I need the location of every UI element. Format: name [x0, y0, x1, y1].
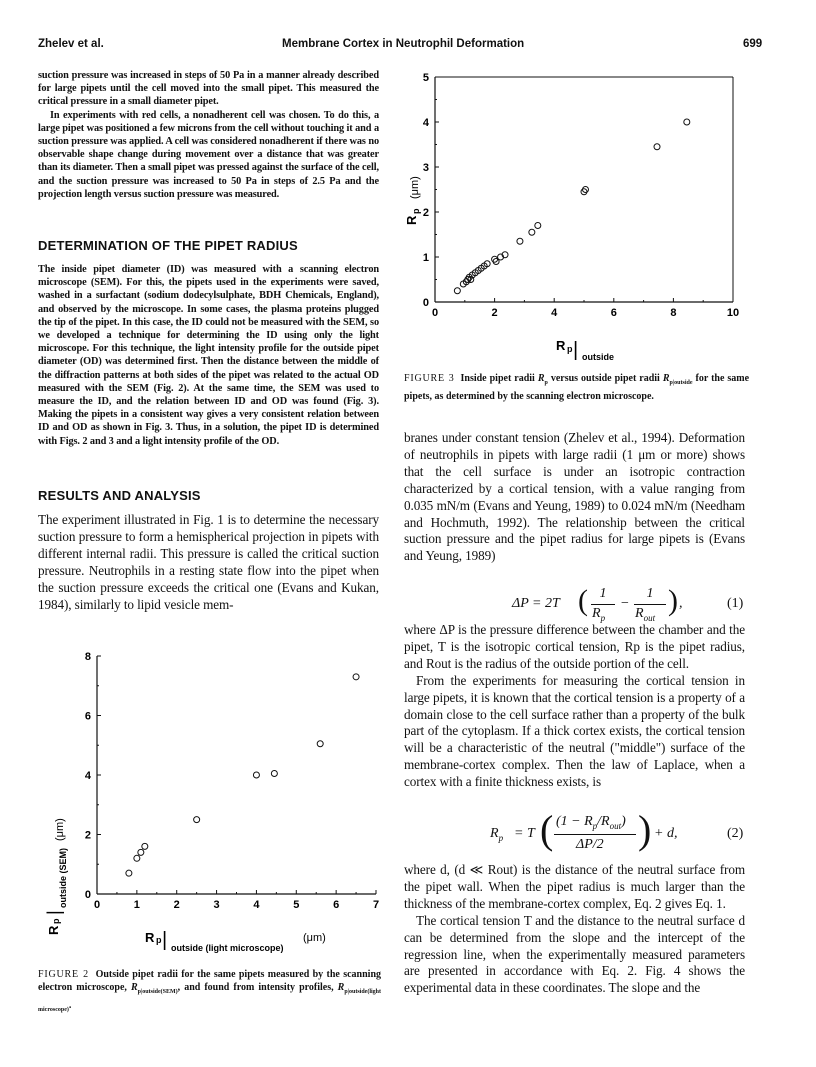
- data-point: [654, 144, 660, 150]
- section-heading-pipet-radius: DETERMINATION OF THE PIPET RADIUS: [38, 238, 298, 253]
- svg-text:R: R: [404, 215, 419, 225]
- figure-2-points: [126, 674, 359, 876]
- svg-text:|: |: [162, 929, 168, 951]
- section-heading-results: RESULTS AND ANALYSIS: [38, 488, 201, 503]
- figure-3-tick-labels: [423, 72, 739, 319]
- figure-3-x-axis-title: [556, 338, 614, 362]
- x-tick-label: 7: [372, 899, 380, 911]
- svg-text:|: |: [44, 910, 64, 915]
- right-paragraph-1: branes under constant tension (Zhelev et al., 1994). Deformation of neutrophils in pipets with large radii (1 μm or more) shows that the cell surface is under an isotropic contraction characterized by a cortical tension, with a value ranging from 0.035 mN/m (Evans and Yeung, 1989) to 0.024 mN/m (Needham and Hochmuth, 1992). The relationship between the critical suction pressure and the pipet radius for large pipets is (Evans and Yeung, 1989): [404, 430, 745, 564]
- svg-text:(μm): (μm): [303, 932, 326, 944]
- data-point: [535, 223, 541, 229]
- figure-3-caption: FIGURE 3 Inside pipet radii $R_p$ versus outside pipet radii $R_{p|outside}$ for the same pipets, as determined by the scanning electron microscope.: [404, 373, 750, 402]
- y-tick-label: 5: [422, 72, 429, 84]
- y-tick-label: 0: [422, 297, 429, 309]
- equation-2: $R_p$ = T ( $(1 - R_p/R_{out})$ ΔP/2 ) + d,: [490, 807, 678, 852]
- figure-2-caption-label: FIGURE 2: [38, 969, 89, 980]
- x-tick-label: 0: [93, 899, 101, 911]
- svg-text:|: |: [573, 339, 579, 361]
- data-point: [253, 772, 259, 778]
- equation-2-number: (2): [727, 826, 744, 841]
- equation-1: ΔP = 2T ( 1 $R_p$ − 1 $R_{out}$ ) ,: [512, 584, 683, 623]
- paragraph-red-cells: In experiments with red cells, a nonadherent cell was chosen. To do this, a large pipet was positioned a few microns from the cell without touching it and a suction pressure was applied. A cell was considered nonadherent if there was no observable shape change during movement over a distance that was greater than its diameter. Then a small pipet was pressed against the surface of the cell, and the suction pressure was increased to 50 Pa in steps of 2.5 Pa and the projection length versus suction pressure was measured.: [38, 109, 379, 200]
- x-tick-label: 3: [213, 899, 220, 911]
- paragraph-pipet-radius: The inside pipet diameter (ID) was measured with a scanning electron microscope (SEM). For this, the pipets used in the experiments were saved, washed in a surfactant (sodium dodecylsulphate, BDH Chemicals, England), and observed by the microscope. In some cases, the plasma proteins plugged the tip of the pipet. In this case, the ID could not be measured with the SEM, so we developed a technique for determining the ID using only the light microscope. For this technique, the light intensity profile for the outside pipet diameter (OD) was determined first. Then the distance between the middle of the diffraction patterns at both sides of the pipet was related to the actual OD measured with the SEM (Fig. 2). At the same time, the SEM was used to measure the ID, and the relation between ID and OD was found (Fig. 3). Making the pipets in a consistent way gives a very consistent relation between ID and OD as shown in Fig. 3. Thus, in a solution, the pipet ID is determined with Figs. 2 and 3 and a light intensity profile of the OD.: [38, 264, 379, 447]
- svg-text:p: p: [156, 935, 162, 945]
- data-point: [317, 741, 323, 747]
- x-tick-label: 2: [173, 899, 180, 911]
- figure-3-y-axis-title: [404, 176, 421, 225]
- svg-text:R: R: [145, 930, 155, 945]
- svg-text:(μm): (μm): [54, 818, 66, 841]
- x-tick-label: 2: [491, 307, 498, 319]
- equation-1-number: (1): [727, 596, 744, 611]
- svg-text:outside (light microscope): outside (light microscope): [171, 943, 284, 953]
- y-tick-label: 0: [84, 889, 91, 901]
- svg-text:R: R: [556, 338, 566, 353]
- figure-2-y-axis-title: [44, 818, 68, 935]
- right-paragraph-2: where ΔP is the pressure difference between the chamber and the pipet, T is the isotropic cortical tension, Rp is the pipet radius, and Rout is the radius of the outside portion of the cell. From the experiments for measuring the cortical tension in large pipets, it is known that the cortical tension is a property of a domain close to the cell surface rather than a property of the bulk part of the cytoplasm. If a thick cortex exists, the cortical tension will be a characteristic of the neutral ("middle") surface of the membrane-cortex complex. Then the law of Laplace, when a cortex with a finite thickness exists, is: [404, 622, 745, 790]
- data-point: [529, 229, 535, 235]
- right-paragraph-3: where d, (d ≪ Rout) is the distance of the neutral surface from the pipet wall. When the pipet radius is much larger than the thickness of the membrane-cortex complex, Eq. 2 gives Eq. 1. The cortical tension T and the distance to the neutral surface d can be determined from the slope and the intercept of the regression line, when the experimentally measured parameters are presented in accordance with Eq. 2. Fig. 4 shows the experimental data in these coordinates. The slope and the: [404, 862, 745, 996]
- figure-3-chart: [400, 65, 750, 365]
- data-point: [142, 843, 148, 849]
- x-tick-label: 8: [670, 307, 677, 319]
- figure-2-chart: [38, 650, 383, 965]
- figure-3-points: [454, 119, 689, 294]
- pipet-radius-section: [38, 263, 379, 448]
- x-tick-label: 6: [333, 899, 340, 911]
- figure-2-caption: FIGURE 2 Outside pipet radii for the same pipets measured by the scanning electron microscope, $R_{p|outside(SEM)}$, and found from intensity profiles, $R_{p|outside(light microscope)}$.: [38, 969, 382, 1013]
- data-point: [126, 870, 132, 876]
- data-point: [271, 771, 277, 777]
- page-number: 699: [743, 38, 763, 50]
- data-point: [517, 238, 523, 244]
- data-point: [138, 849, 144, 855]
- x-tick-label: 10: [726, 307, 740, 319]
- results-section: [38, 512, 379, 613]
- x-tick-label: 6: [610, 307, 617, 319]
- running-head-title: Membrane Cortex in Neutrophil Deformation: [282, 38, 525, 50]
- data-point: [684, 119, 690, 125]
- y-tick-label: 3: [422, 162, 429, 174]
- y-tick-label: 4: [84, 770, 91, 782]
- x-tick-label: 5: [293, 899, 300, 911]
- y-tick-label: 2: [84, 829, 91, 842]
- paragraph-results: The experiment illustrated in Fig. 1 is to determine the necessary suction pressure to form a hemispherical projection in pipets with different internal radii. This pressure is called the critical suction pressure. Neutrophils in a resting state flow into the pipet when the suction pressure exceeds the critical one (Evans and Kukan, 1984), similarly to lipid vesicle mem-: [38, 512, 379, 612]
- svg-text:p: p: [51, 918, 61, 924]
- y-tick-label: 6: [84, 710, 91, 723]
- running-head-authors: Zhelev et al.: [38, 38, 104, 50]
- figure-2-x-axis-title: [145, 929, 326, 953]
- svg-text:outside (SEM): outside (SEM): [58, 848, 68, 908]
- paragraph-small-pipet: suction pressure was increased in steps of 50 Pa in a manner already described for large pipets until the cell moved into the small pipet. This measured the critical pressure in a small diameter pipet.: [38, 70, 379, 108]
- svg-text:R: R: [46, 925, 61, 935]
- svg-text:p: p: [411, 208, 421, 214]
- data-point: [454, 288, 460, 294]
- data-point: [194, 817, 200, 823]
- top-paragraphs: [38, 69, 379, 201]
- x-tick-label: 4: [551, 307, 558, 319]
- y-tick-label: 8: [84, 651, 91, 663]
- y-tick-label: 1: [422, 252, 429, 264]
- x-tick-label: 1: [133, 899, 140, 911]
- x-tick-label: 4: [253, 899, 260, 911]
- figure-2-axes: [97, 656, 376, 894]
- svg-text:(μm): (μm): [409, 176, 421, 199]
- data-point: [353, 674, 359, 680]
- figure-2-tick-labels: [85, 651, 379, 911]
- data-point: [134, 855, 140, 861]
- x-tick-label: 0: [431, 307, 439, 319]
- y-tick-label: 2: [422, 207, 429, 219]
- figure-3-caption-label: FIGURE 3: [404, 373, 455, 384]
- svg-text:outside: outside: [582, 352, 615, 362]
- svg-text:p: p: [567, 344, 573, 354]
- y-tick-label: 4: [422, 117, 429, 129]
